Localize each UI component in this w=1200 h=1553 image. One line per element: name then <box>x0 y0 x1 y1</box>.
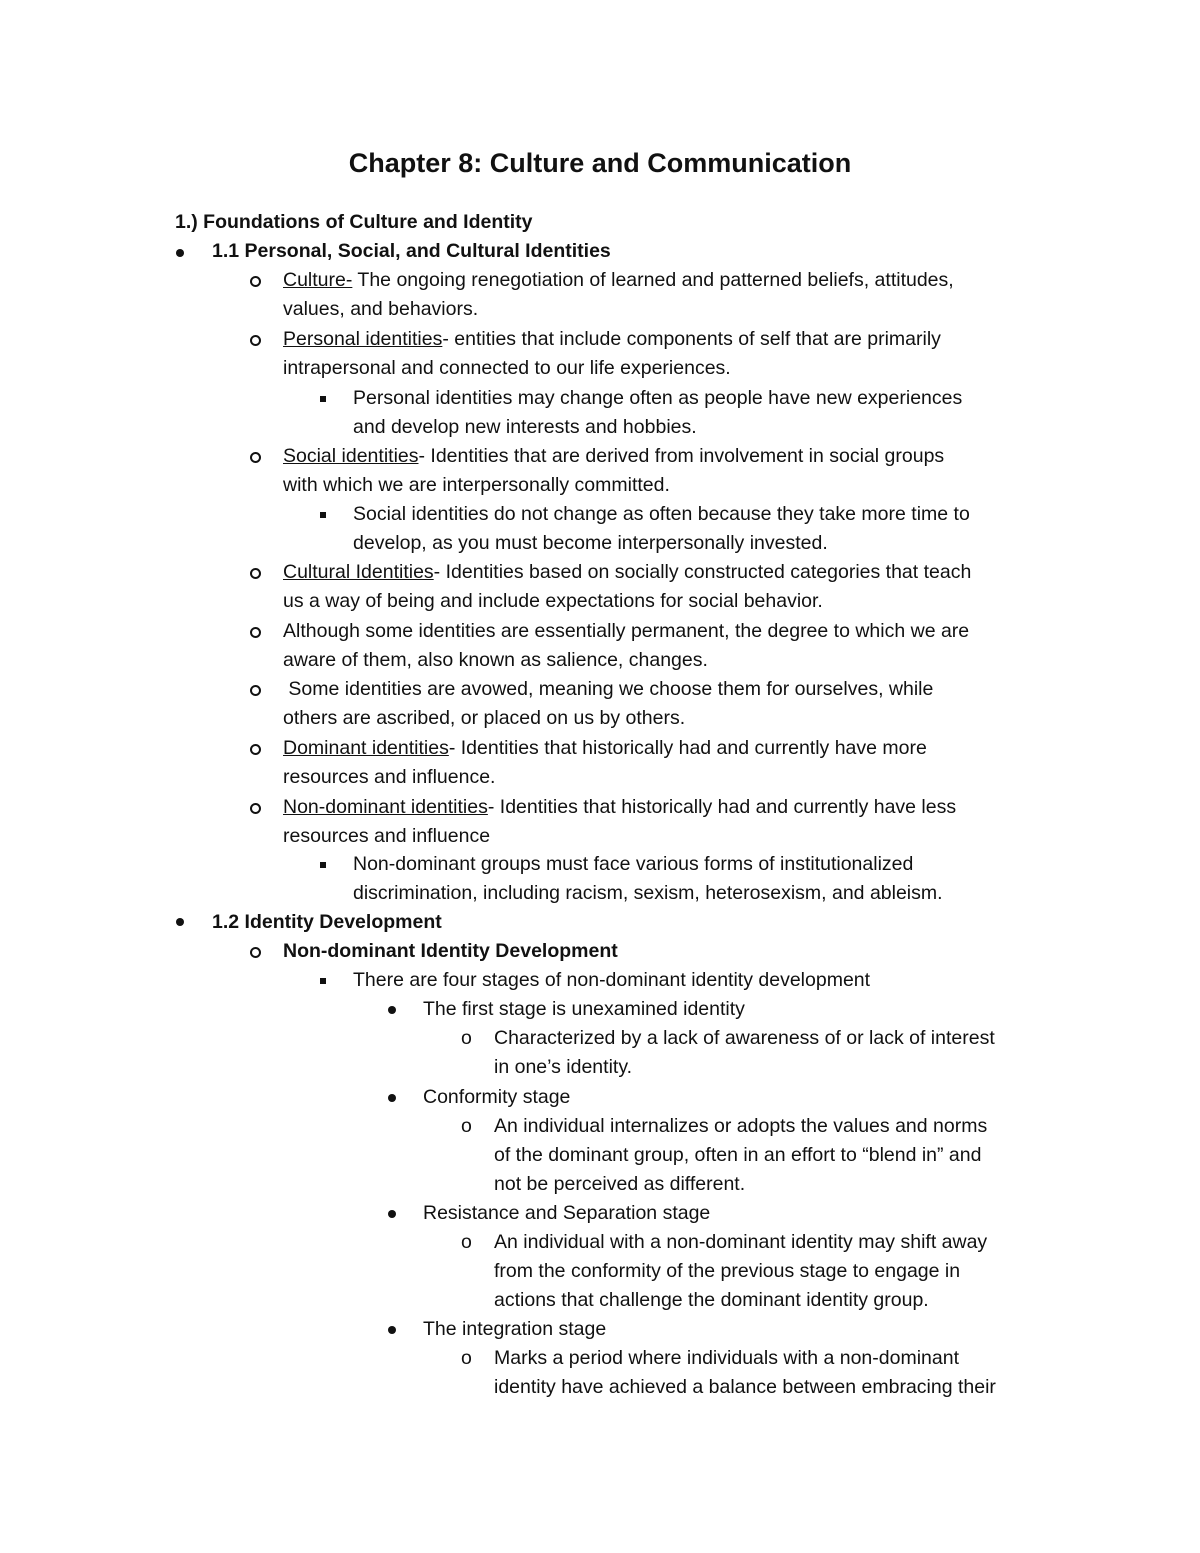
culture-definition <box>283 266 954 295</box>
bullet-disc-icon <box>176 918 184 926</box>
subsection-heading-1-2: 1.2 Identity Development <box>212 911 442 933</box>
stage2-desc-line2: of the dominant group, often in an effort to “blend in” and <box>494 1144 982 1166</box>
social-note-line2: develop, as you must become interpersonally invested. <box>353 532 828 554</box>
bullet-circle-icon <box>250 627 261 638</box>
personal-term: Personal identities <box>283 328 443 350</box>
social-def-line1: - Identities that are derived from involvement in social groups <box>418 445 945 467</box>
nondominant-def-line2: resources and influence <box>283 825 491 847</box>
stage2-desc-line1: An individual internalizes or adopts the values and norms <box>494 1115 988 1137</box>
culture-def-line2: values, and behaviors. <box>283 298 479 320</box>
stage4-desc-line1: Marks a period where individuals with a non-dominant <box>494 1347 959 1369</box>
nondominant-note-line1: Non-dominant groups must face various forms of institutionalized <box>353 853 914 875</box>
bullet-square-icon <box>320 512 326 518</box>
social-def-line2: with which we are interpersonally committed. <box>283 474 670 496</box>
salience-line1: Although some identities are essentially permanent, the degree to which we are <box>283 620 970 642</box>
stage3-label: Resistance and Separation stage <box>423 1202 711 1224</box>
section-heading: 1.) Foundations of Culture and Identity <box>175 211 533 233</box>
culture-def-line1: The ongoing renegotiation of learned and patterned beliefs, attitudes, <box>352 269 954 291</box>
avowed-line1: Some identities are avowed, meaning we choose them for ourselves, while <box>283 678 934 700</box>
personal-def-line2: intrapersonal and connected to our life experiences. <box>283 357 731 379</box>
bullet-circle-icon <box>250 452 261 463</box>
bullet-square-icon <box>320 396 326 402</box>
bullet-circle-icon <box>250 276 261 287</box>
stage3-desc-line2: from the conformity of the previous stage to engage in <box>494 1260 961 1282</box>
dominant-identities-definition <box>283 734 927 763</box>
cultural-term: Cultural Identities <box>283 561 434 583</box>
bullet-o-icon: o <box>461 1231 472 1253</box>
stages-intro: There are four stages of non-dominant identity development <box>353 969 871 991</box>
nondominant-identities-definition <box>283 793 956 822</box>
bullet-disc-icon <box>388 1094 396 1102</box>
cultural-identities-definition <box>283 558 971 587</box>
bullet-circle-icon <box>250 803 261 814</box>
personal-note-line1: Personal identities may change often as people have new experiences <box>353 387 963 409</box>
nondominant-def-line1: - Identities that historically had and currently have less <box>487 796 957 818</box>
nondominant-development-heading: Non-dominant Identity Development <box>283 940 618 962</box>
bullet-disc-icon <box>176 249 184 257</box>
bullet-square-icon <box>320 978 326 984</box>
dominant-def-line2: resources and influence. <box>283 766 496 788</box>
bullet-square-icon <box>320 862 326 868</box>
stage1-desc-line2: in one’s identity. <box>494 1056 633 1078</box>
social-identities-definition <box>283 442 944 471</box>
cultural-def-line2: us a way of being and include expectations for social behavior. <box>283 590 823 612</box>
stage4-desc-line2: identity have achieved a balance between embracing their <box>494 1376 996 1398</box>
subsection-heading-1-1: 1.1 Personal, Social, and Cultural Identities <box>212 240 611 262</box>
personal-note-line2: and develop new interests and hobbies. <box>353 416 697 438</box>
social-note-line1: Social identities do not change as often because they take more time to <box>353 503 970 525</box>
page-title: Chapter 8: Culture and Communication <box>348 148 852 178</box>
stage2-desc-line3: not be perceived as different. <box>494 1173 746 1195</box>
bullet-o-icon: o <box>461 1027 472 1049</box>
stage1-desc-line1: Characterized by a lack of awareness of or lack of interest <box>494 1027 995 1049</box>
bullet-circle-icon <box>250 335 261 346</box>
bullet-disc-icon <box>388 1210 396 1218</box>
salience-line2: aware of them, also known as salience, changes. <box>283 649 708 671</box>
stage3-desc-line3: actions that challenge the dominant identity group. <box>494 1289 929 1311</box>
nondominant-term: Non-dominant identities <box>283 796 488 818</box>
stage3-desc-line1: An individual with a non-dominant identity may shift away <box>494 1231 988 1253</box>
bullet-o-icon: o <box>461 1115 472 1137</box>
bullet-circle-icon <box>250 685 261 696</box>
culture-term: Culture- <box>283 269 353 291</box>
bullet-circle-icon <box>250 947 261 958</box>
social-term: Social identities <box>283 445 419 467</box>
nondominant-note-line2: discrimination, including racism, sexism, heterosexism, and ableism. <box>353 882 943 904</box>
bullet-o-icon: o <box>461 1347 472 1369</box>
avowed-line2: others are ascribed, or placed on us by others. <box>283 707 686 729</box>
dominant-term: Dominant identities <box>283 737 449 759</box>
bullet-circle-icon <box>250 568 261 579</box>
personal-def-line1: - entities that include components of self that are primarily <box>442 328 941 350</box>
stage1-label: The first stage is unexamined identity <box>423 998 745 1020</box>
bullet-circle-icon <box>250 744 261 755</box>
stage4-label: The integration stage <box>423 1318 607 1340</box>
personal-identities-definition <box>283 325 941 354</box>
bullet-disc-icon <box>388 1326 396 1334</box>
bullet-disc-icon <box>388 1006 396 1014</box>
stage2-label: Conformity stage <box>423 1086 571 1108</box>
cultural-def-line1: - Identities based on socially constructed categories that teach <box>433 561 972 583</box>
dominant-def-line1: - Identities that historically had and currently have more <box>448 737 927 759</box>
